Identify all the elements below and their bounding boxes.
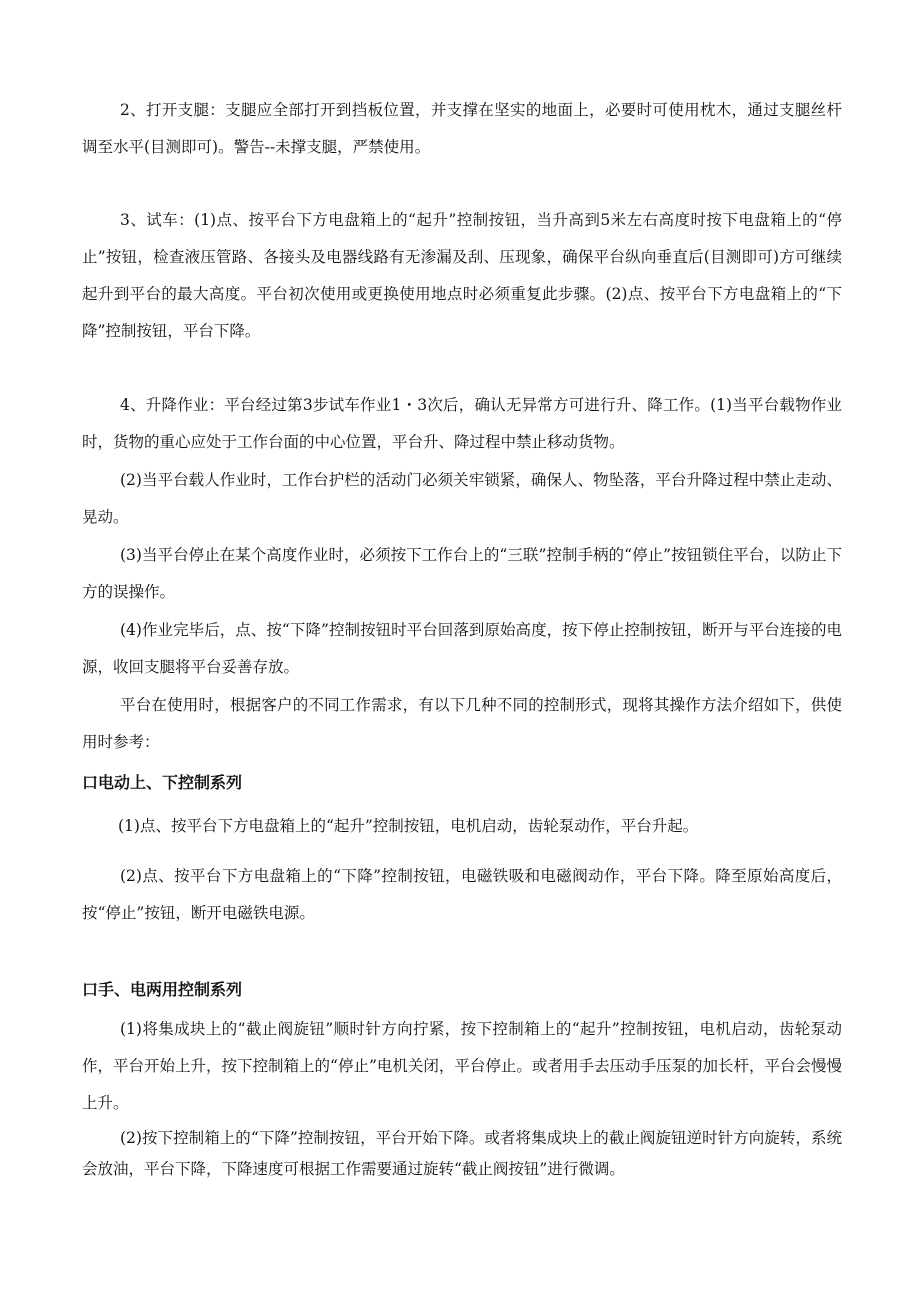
paragraph-step-2-support-legs: 2、打开支腿：支腿应全部打开到挡板位置，并支撑在坚实的地面上，必要时可使用枕木，通过支腿丝杆调至水平(目测即可)。警告--未撑支腿，严禁使用。: [82, 101, 842, 156]
heading-electric-control-series: 口电动上、下控制系列: [82, 773, 243, 792]
paragraph-step-4-item-4: (4)作业完毕后，点、按“下降”控制按钮时平台回落到原始高度，按下停止控制按钮，断开与平台连接的电源，收回支腿将平台妥善存放。: [82, 621, 842, 676]
paragraph-electric-item-1: (1)点、按平台下方电盘箱上的“起升”控制按钮，电机启动，齿轮泵动作，平台升起。: [118, 817, 699, 835]
paragraph-control-forms-intro: 平台在使用时，根据客户的不同工作需求，有以下几种不同的控制形式，现将其操作方法介绍如下，供使用时参考：: [82, 696, 842, 751]
paragraph-step-3-test-run: 3、试车：(1)点、按平台下方电盘箱上的“起升”控制按钮，当升高到5米左右高度时按下电盘箱上的“停止”按钮，检查液压管路、各接头及电器线路有无渗漏及刮、压现象，确保平台纵向垂直后(目测即可)方可继续起升到平台的最大高度。平台初次使用或更换使用地点时必须重复此步骤。(2)点、按平台下方电盘箱上的“下降”控制按钮，平台下降。: [82, 211, 842, 340]
paragraph-dual-control-item-2: (2)按下控制箱上的“下降”控制按钮，平台开始下降。或者将集成块上的截止阀旋钮逆时针方向旋转，系统会放油，平台下降，下降速度可根据工作需要通过旋转“截止阀按钮”进行微调。: [82, 1129, 842, 1178]
paragraph-step-4-item-3: (3)当平台停止在某个高度作业时，必须按下工作台上的“三联”控制手柄的“停止”按钮锁住平台，以防止下方的误操作。: [82, 546, 842, 601]
paragraph-step-4-lifting-operation: 4、升降作业：平台经过第3步试车作业1・3次后，确认无异常方可进行升、降工作。(1)当平台载物作业时，货物的重心应处于工作台面的中心位置，平台升、降过程中禁止移动货物。: [82, 396, 842, 451]
paragraph-dual-control-item-1: (1)将集成块上的“截止阀旋钮”顺时针方向拧紧，按下控制箱上的“起升”控制按钮，电机启动，齿轮泵动作，平台开始上升，按下控制箱上的“停止”电机关闭，平台停止。或者用手去压动手压泵的加长杆，平台会慢慢上升。: [82, 1020, 842, 1112]
paragraph-electric-item-2: (2)点、按平台下方电盘箱上的“下降”控制按钮，电磁铁吸和电磁阀动作，平台下降。降至原始高度后，按“停止”按钮，断开电磁铁电源。: [82, 867, 842, 922]
paragraph-step-4-item-2: (2)当平台载人作业时，工作台护栏的活动门必须关牢锁紧，确保人、物坠落，平台升降过程中禁止走动、晃动。: [82, 471, 842, 526]
heading-manual-electric-control-series: 口手、电两用控制系列: [82, 980, 243, 999]
